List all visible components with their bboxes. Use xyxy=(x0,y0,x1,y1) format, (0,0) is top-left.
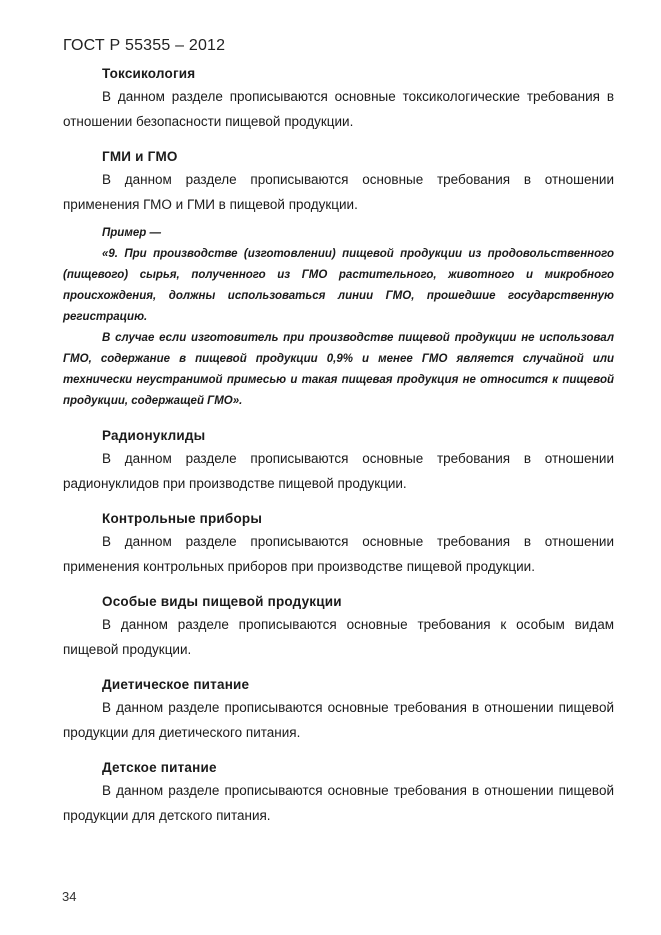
standard-header: ГОСТ Р 55355 – 2012 xyxy=(63,37,226,54)
section-text: В данном разделе прописываются основные требования в отношении применения ГМО и ГМИ в пищевой продукции. xyxy=(63,172,614,212)
example-paragraph: «9. При производстве (изготовлении) пищевой продукции из продовольственного (пищевого) сырья, полученного из ГМО растительного, животного и микробного происхождения, должны использоваться линии ГМО, прошедшие государственную регистрацию. xyxy=(63,248,614,323)
section-heading: Диетическое питание xyxy=(102,677,250,692)
section-heading: Токсикология xyxy=(102,66,196,81)
section-special-food xyxy=(63,592,614,662)
section-heading: Контрольные приборы xyxy=(102,511,263,526)
section-baby-food xyxy=(63,758,614,828)
document-body xyxy=(63,64,614,841)
section-radionuclides xyxy=(63,426,614,496)
section-heading: ГМИ и ГМО xyxy=(102,149,178,164)
section-gmo xyxy=(63,147,614,217)
section-text: В данном разделе прописываются основные требования в отношении пищевой продукции для диетического питания. xyxy=(63,700,614,740)
section-text: В данном разделе прописываются основные требования к особым видам пищевой продукции. xyxy=(63,617,614,657)
section-heading: Радионуклиды xyxy=(102,428,206,443)
section-text: В данном разделе прописываются основные токсикологические требования в отношении безопасности пищевой продукции. xyxy=(63,89,614,129)
example-title: Пример — xyxy=(102,227,161,239)
section-toxicology xyxy=(63,64,614,134)
example-block xyxy=(63,223,614,412)
section-dietary-food xyxy=(63,675,614,745)
section-text: В данном разделе прописываются основные требования в отношении пищевой продукции для детского питания. xyxy=(63,783,614,823)
section-heading: Особые виды пищевой продукции xyxy=(102,594,342,609)
example-paragraph: В случае если изготовитель при производстве пищевой продукции не использовал ГМО, содержание в пищевой продукции 0,9% и менее ГМО является случайной или технически неустранимой примесью и такая пищевая продукция не относится к пищевой продукции, содержащей ГМО». xyxy=(63,332,614,407)
section-text: В данном разделе прописываются основные требования в отношении применения контрольных приборов при производстве пищевой продукции. xyxy=(63,534,614,574)
section-text: В данном разделе прописываются основные требования в отношении радионуклидов при производстве пищевой продукции. xyxy=(63,451,614,491)
page-number: 34 xyxy=(62,889,77,904)
section-heading: Детское питание xyxy=(102,760,217,775)
section-control-instruments xyxy=(63,509,614,579)
